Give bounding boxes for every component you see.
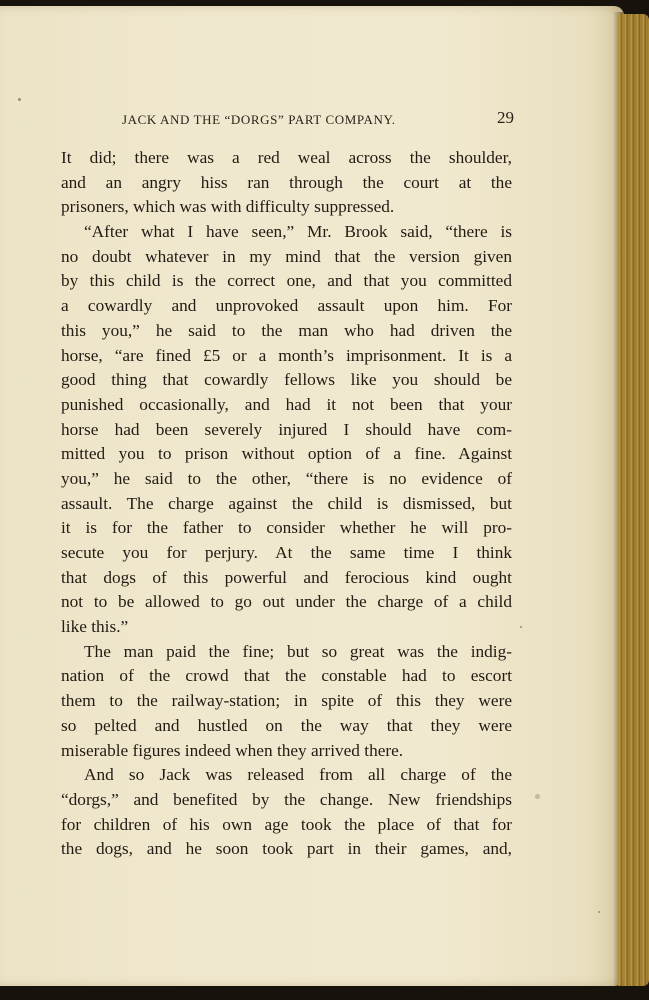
text-line: by this child is the correct one, and that you committed [61,271,512,291]
paper-speck [520,626,522,628]
text-line: assault. The charge against the child is dismissed, but [61,493,512,513]
text-line: and an angry hiss ran through the court at the [61,172,512,192]
text-line: no doubt whatever in my mind that the version given [61,246,512,266]
text-line: you,” he said to the other, “there is no evidence of [61,468,512,488]
text-line: a cowardly and unprovoked assault upon him. For [61,296,512,316]
book-page [0,6,624,986]
paper-speck [598,911,600,913]
text-line: prisoners, which was with difficulty suppressed. [61,197,395,217]
text-line: miserable figures indeed when they arrived there. [61,740,404,760]
text-line: like this.” [61,617,129,637]
text-line: horse had been severely injured I should have com- [61,419,512,439]
text-line: good thing that cowardly fellows like you should be [61,370,512,390]
book-fore-edge [618,14,649,986]
text-line: mitted you to prison without option of a fine. Against [61,444,512,464]
paper-speck [18,98,21,101]
text-line: this you,” he said to the man who had driven the [61,320,512,340]
text-line: not to be allowed to go out under the charge of a child [61,592,512,612]
text-line: that dogs of this powerful and ferocious kind ought [61,567,512,587]
text-line: “After what I have seen,” Mr. Brook said, “there is [84,222,512,242]
text-line: horse, “are fined £5 or a month’s imprisonment. It is a [61,345,512,365]
text-line: nation of the crowd that the constable had to escort [61,666,512,686]
text-line: “dorgs,” and benefited by the change. New friendships [61,789,512,809]
running-head [122,110,514,130]
text-line: it is for the father to consider whether he will pro- [61,518,512,538]
page-number: 29 [497,108,514,127]
text-line: punished occasionally, and had it not been that your [61,394,512,414]
text-line: secute you for perjury. At the same time I think [61,543,512,562]
body-text [61,146,512,862]
paper-speck [535,794,540,799]
text-line: It did; there was a red weal across the shoulder, [61,148,512,167]
text-line: for children of his own age took the place of that for [61,814,512,834]
text-line: so pelted and hustled on the way that they were [61,715,512,735]
text-line: And so Jack was released from all charge of the [84,765,512,785]
text-line: the dogs, and he soon took part in their games, and, [61,839,512,859]
running-head-title: JACK AND THE “DORGS” PART COMPANY. [122,112,396,127]
text-line: them to the railway-station; in spite of this they were [61,691,512,711]
text-line: The man paid the fine; but so great was the indig- [84,641,512,661]
